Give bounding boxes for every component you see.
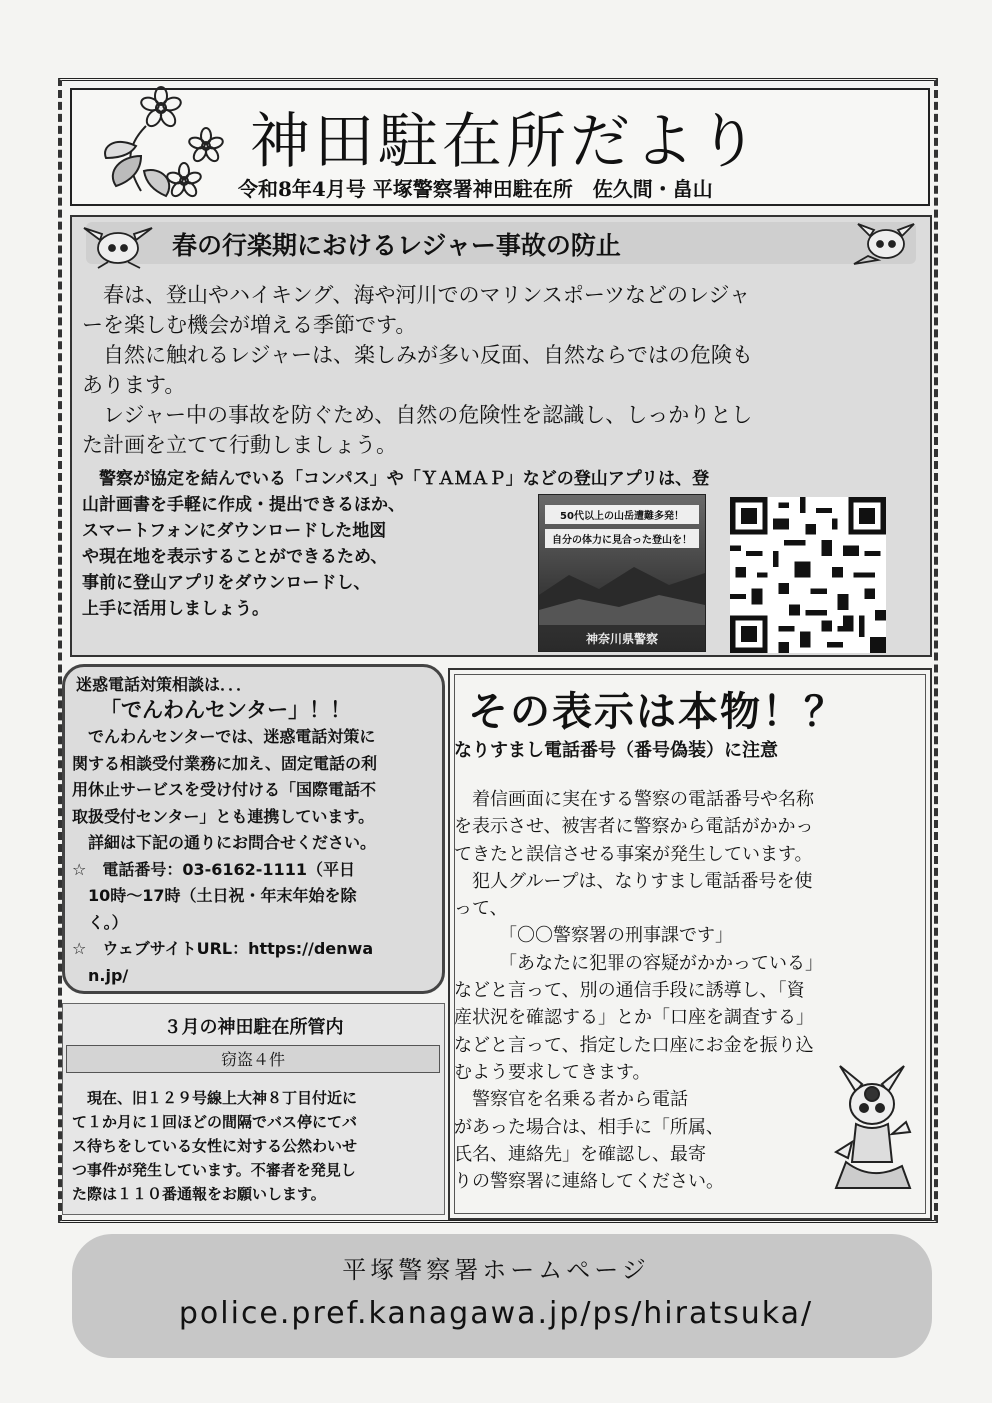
spoofing-body [454, 786, 823, 1195]
crime-body [72, 1086, 357, 1206]
crime-line: つ事件が発生しています。不審者を発見し [72, 1161, 356, 1179]
crime-line: ス待ちをしている女性に対する公然わいせ [72, 1137, 358, 1155]
denwa-line: 用休止サービスを受け付ける「国際電話不 [72, 780, 377, 799]
leisure-line: レジャー中の事故を防ぐため、自然の危険性を認識し、しっかりとし [82, 403, 753, 427]
leisure-line: た計画を立てて行動しましょう。 [82, 433, 397, 457]
mountain-photo [539, 555, 705, 625]
flower-illustration [86, 86, 236, 204]
poster-line-2: 自分の体力に見合った登山を！ [545, 529, 699, 548]
leisure-heading: 春の行楽期におけるレジャー事故の防止 [172, 231, 621, 260]
denwa-website-cont[interactable]: n.jp/ [72, 965, 129, 985]
denwa-hours: 10時～17時（土日祝・年末年始を除 [72, 886, 357, 905]
spoofing-subhead: なりすまし電話番号（番号偽装）に注意 [454, 740, 778, 761]
leisure-line: 自然に触れるレジャーは、楽しみが多い反面、自然ならではの危険も [82, 343, 753, 367]
leisure-line: あります。 [82, 373, 186, 397]
mascot-left-icon [78, 222, 158, 270]
spoof-quote: 「〇〇警察署の刑事課です」 [454, 925, 733, 947]
hiking-poster-image [538, 494, 706, 652]
footer-label: 平塚警察署ホームページ [342, 1256, 650, 1284]
denwa-intro: 迷惑電話対策相談は．．． [76, 675, 253, 694]
poster-line-1: 50代以上の山岳遭難多発！ [545, 505, 699, 524]
spoof-line: があった場合は、相手に「所属、 [454, 1116, 724, 1138]
spoof-line: を表示させ、被害者に警察から電話がかかっ [454, 816, 814, 838]
spoof-line: むよう要求してきます。 [454, 1061, 651, 1083]
app-line: 山計画書を手軽に作成・提出できるほか、 [82, 495, 405, 515]
spoof-quote: 「あなたに犯罪の容疑がかかっている」 [454, 952, 823, 974]
spoof-line: 犯人グループは、なりすまし電話番号を使 [454, 870, 813, 892]
crime-title: ３月の神田駐在所管内 [163, 1017, 344, 1038]
spoof-line: てきたと誤信させる事案が発生しています。 [454, 843, 813, 865]
spoof-line: 氏名、連絡先」を確認し、最寄 [454, 1143, 706, 1165]
spoof-line: って、 [454, 898, 508, 920]
spoof-line: 警察官を名乗る者から電話 [454, 1089, 688, 1111]
app-line: スマートフォンにダウンロードした地図 [82, 521, 387, 541]
police-mascot-icon [826, 1062, 918, 1194]
crime-line: た際は１１０番通報をお願いします。 [72, 1185, 326, 1203]
denwa-body [72, 724, 377, 989]
spoof-line: 着信画面に実在する警察の電話番号や名称 [454, 789, 814, 810]
qr-code[interactable] [730, 497, 886, 653]
denwa-website[interactable]: ☆ ウェブサイトURL：https://denwa [72, 939, 374, 958]
footer-url[interactable]: police.pref.kanagawa.jp/ps/hiratsuka/ [178, 1296, 814, 1331]
denwa-hours-cont: く。） [72, 912, 128, 932]
spoofing-headline: その表示は本物！？ [468, 689, 846, 735]
app-line: 警察が協定を結んでいる「コンパス」や「ＹＡＭＡＰ」などの登山アプリは、登 [82, 469, 710, 489]
spoof-line: などと言って、指定した口座にお金を振り込 [454, 1034, 814, 1056]
poster-footer: 神奈川県警察 [585, 632, 658, 646]
crime-line: 現在、旧１２９号線上大神８丁目付近に [72, 1089, 358, 1107]
page-title: 神田駐在所だより [250, 107, 762, 177]
denwa-line: 関する相談受付業務に加え、固定電話の利 [72, 753, 377, 773]
denwa-phone: ☆ 電話番号：03-6162-1111（平日 [72, 859, 355, 879]
denwa-line: でんわんセンターでは、迷惑電話対策に [72, 727, 376, 746]
app-line: 上手に活用しましょう。 [82, 599, 269, 619]
spoof-line: りの警察署に連絡してください。 [454, 1171, 724, 1193]
spoof-line: などと言って、別の通信手段に誘導し、「資 [454, 980, 805, 1002]
leisure-line: 春は、登山やハイキング、海や河川でのマリンスポーツなどのレジャ [82, 283, 751, 307]
app-line: や現在地を表示することができるため、 [82, 547, 388, 567]
app-line: 事前に登山アプリをダウンロードし、 [82, 573, 371, 593]
crime-stat: 窃盗４件 [220, 1050, 285, 1069]
leisure-line: ーを楽しむ機会が増える季節です。 [82, 313, 417, 337]
denwa-line: 取扱受付センター」とも連携しています。 [72, 806, 375, 826]
spoof-line: 産状況を確認する」とか「口座を調査する」 [454, 1007, 814, 1029]
leisure-body [82, 280, 753, 460]
crime-line: て１か月に１回ほどの間隔でバス停にてバ [72, 1113, 358, 1131]
denwa-line: 詳細は下記の通りにお問合せください。 [72, 833, 377, 852]
denwa-center-name: 「でんわんセンター」！！ [100, 697, 352, 722]
mascot-right-icon [848, 220, 920, 272]
issue-line: 令和8年4月号 平塚警察署神田駐在所 佐久間・畠山 [238, 177, 713, 201]
